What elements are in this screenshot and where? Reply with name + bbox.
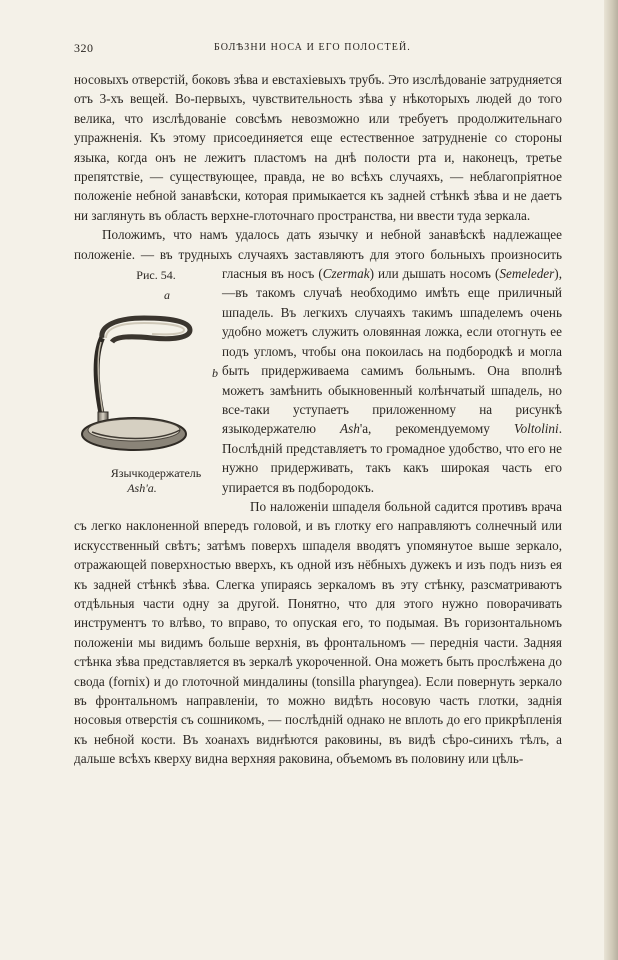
author-czermak: Czermak: [322, 266, 370, 282]
figure-caption: Рис. 54.: [136, 268, 176, 283]
figure-label-b: b: [212, 366, 218, 381]
paragraph-2-seg-2: ) или дышать носомъ (: [369, 266, 500, 282]
figure-54: [72, 266, 218, 500]
paragraph-1: носовыхъ отверстій, боковъ зѣва и евстахіевыхъ трубъ. Это изслѣдованіе затрудняется отъ 3-хъ вещей. Во-первыхъ, чувствительность зѣва у нѣкоторыхъ людей до того велика, что изслѣдованіе совсѣмъ невозможно или требуетъ продолжительнаго упражненія. Къ этому присоединяется еще естественное затрудненіе со стороны языка, когда онъ не лежитъ пластомъ на днѣ полости рта и, наконецъ, третье препятствіе, — существующее, правда, не во всѣхъ случаяхъ, — неблагопріятное положеніе небной занавѣски, которая примыкается къ задней стѣнкѣ зѣва и не даетъ ни заглянуть въ область верхне-глоточнаго пространства, ни ввести туда зеркала.: [74, 72, 562, 223]
paragraph-2-seg-0: Положимъ, что намъ удалось дать язычку и небной занавѣскѣ надлежащее положеніе. — въ трудныхъ случаяхъ заставляютъ для этого больныхъ произносить гласныя въ носъ (: [74, 227, 562, 282]
page-binding-shadow: [604, 0, 618, 960]
paragraph-2: [74, 225, 562, 497]
page-number: 320: [74, 41, 94, 55]
paragraph-3: По наложеніи шпаделя больной садится противъ врача съ легко наклоненной впередъ головой, и въ глотку его направляютъ солнечный или искусственный свѣтъ; затѣмъ поверхъ шпаделя вводятъ упомянутое выше зеркало, отражающей поверхностью вверхъ, къ одной изъ нёбныхъ дужекъ и изъ подъ низъ ея къ задней стѣнкѣ зѣва. Слегка упираясь зеркаломъ въ эту стѣнку, разсматриваютъ отдѣльныя части одну за другой. Понятно, что для этого нужно поворачивать инструментъ то влѣво, то вправо, то опуская его, то подымая. Въ горизонтальномъ положеніи мы видимъ больше верхнія, въ фронтальномъ — переднія части. Задняя стѣнка зѣва представляется въ зеркалѣ укороченной. Она можетъ быть прослѣжена до свода (fornix) и до глоточной миндалины (tonsilla pharyngea). Если повернуть зеркало въ фронтальномъ направленіи, то можно видѣть носовую часть глотки, заднія носовыя отверстія съ сошникомъ, — послѣдній однако не вплоть до его прикрѣпленія къ небной кости. Въ хоанахъ виднѣются раковины, въ видѣ сѣро-синихъ тѣлъ, а дальше всѣхъ кверху видна верхняя раковина, объемомъ въ половину или цѣль-: [74, 498, 562, 767]
tongue-holder-illustration: [72, 296, 212, 466]
paragraph-2-seg-4: ),—въ такомъ случаѣ необходимо имѣть еще приличный шпадель. Въ легкихъ случаяхъ такимъ шпаделемъ очень удобно можетъ служить оловянная ложка, если отогнуть ее подъ угломъ, чтобы она покоилась на подбородкѣ и могла быть придерживаема самимъ больнымъ. Она вполнѣ можетъ замѣнить обыкновенный колѣнчатый шпадель, но все-таки уступаетъ приложенному на рисункѣ языкодержателю: [222, 266, 562, 437]
author-voltolini: Voltolini: [514, 421, 559, 437]
figure-subcaption-line1: Язычкодержатель: [110, 466, 202, 481]
body-text: [74, 70, 562, 769]
author-ash: Ash: [340, 421, 360, 437]
figure-subcaption-line2: Ash'a.: [127, 481, 157, 496]
page-header: [74, 41, 560, 57]
paragraph-2-seg-8: . Послѣдній представляетъ то громадное удобство, что его не нужно придерживать, такъ какъ широкая часть его упирается въ подбородокъ.: [222, 421, 562, 495]
author-semeleder: Semeleder: [499, 266, 555, 282]
figure-label-a: a: [164, 288, 170, 303]
paragraph-2-seg-6: 'а, рекомендуемому: [359, 421, 514, 437]
running-title: БОЛѢЗНИ НОСА И ЕГО ПОЛОСТЕЙ.: [214, 42, 411, 53]
figure-subcaption: [62, 466, 222, 496]
